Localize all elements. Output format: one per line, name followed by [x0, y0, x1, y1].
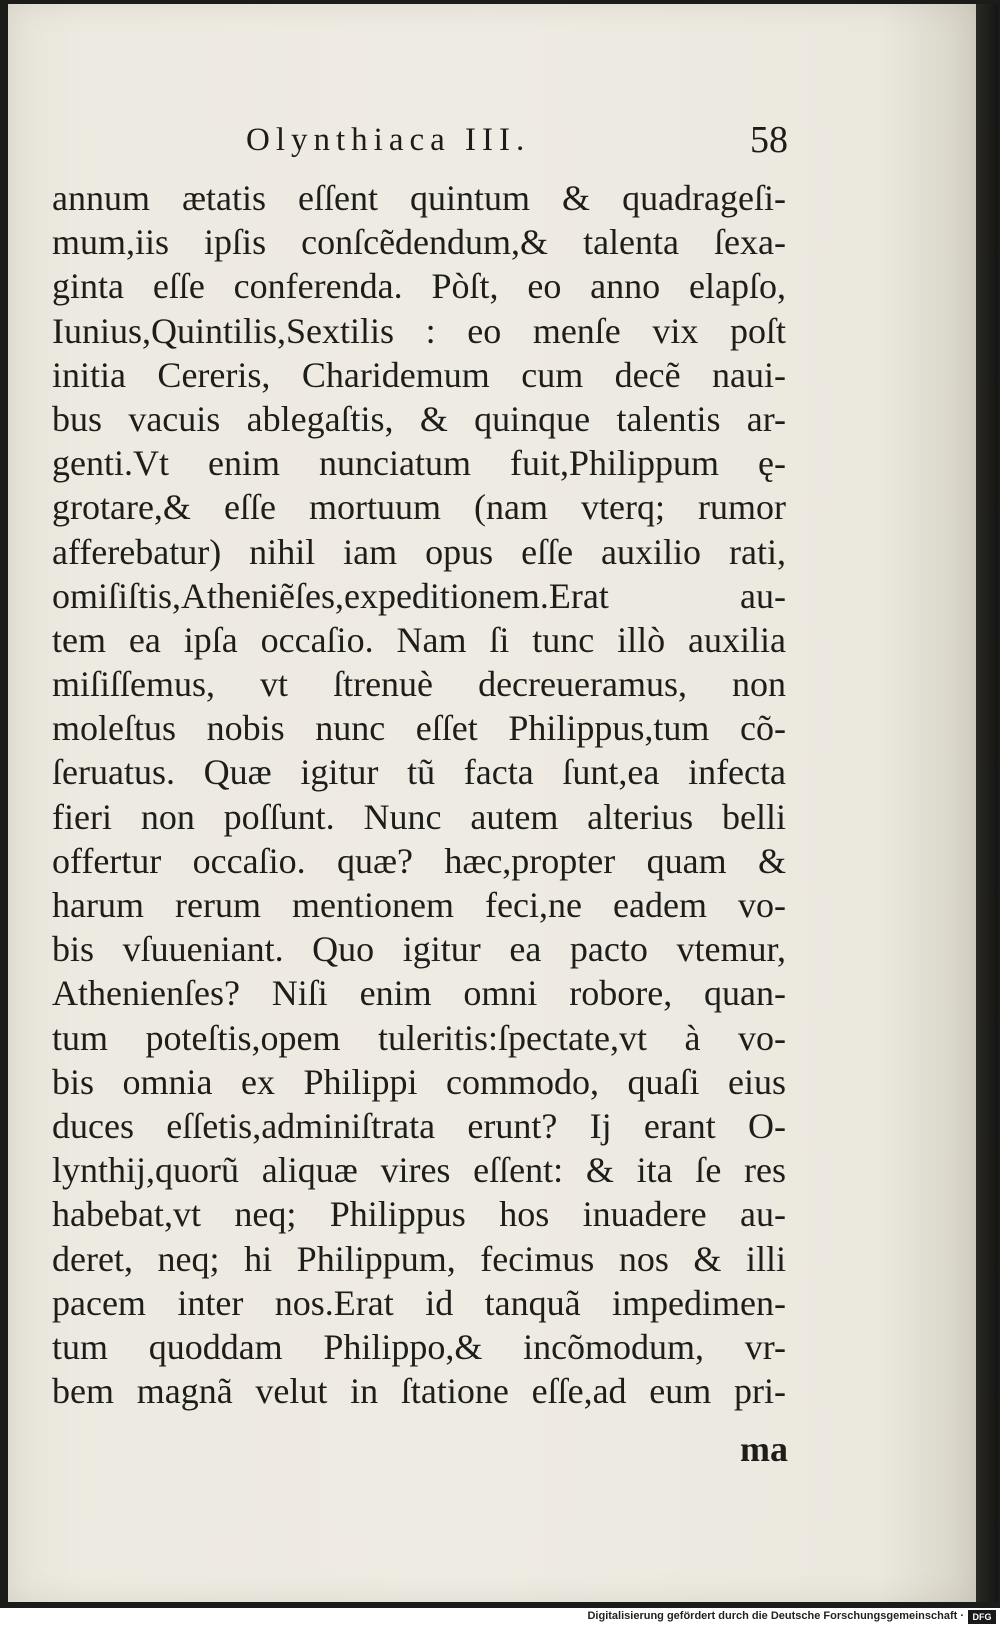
catchword: ma	[740, 1429, 788, 1469]
book-page	[8, 4, 976, 1602]
footer-credit: Digitalisierung gefördert durch die Deutsche Forschungsgemeinschaft ·	[587, 1610, 964, 1622]
body-text	[52, 176, 786, 1413]
text-line: fieri non poſſunt. Nunc autem alterius belli	[52, 796, 786, 837]
text-line: bis vſuueniant. Quo igitur ea pacto vtemur,	[52, 929, 786, 970]
text-line: offertur occaſio. quæ? hæc,propter quam &	[52, 840, 786, 881]
footer-bar	[0, 1608, 1000, 1627]
text-line: habebat,vt neq; Philippus hos inuadere au-	[52, 1194, 786, 1235]
text-line: bus vacuis ablegaſtis, & quinque talentis ar-	[52, 398, 786, 439]
text-line: Iunius,Quintilis,Sextilis : eo menſe vix poſt	[52, 310, 786, 351]
text-line: tem ea ipſa occaſio. Nam ſi tunc illò auxilia	[52, 619, 786, 660]
text-line: afferebatur) nihil iam opus eſſe auxilio rati,	[52, 531, 786, 572]
running-head	[68, 112, 788, 168]
text-line: tum poteſtis,opem tuleritis:ſpectate,vt à vo-	[52, 1017, 786, 1058]
text-line: tum quoddam Philippo,& incõmodum, vr-	[52, 1326, 786, 1367]
text-line: pacem inter nos.Erat id tanquã impedimen-	[52, 1282, 786, 1323]
text-line: moleſtus nobis nunc eſſet Philippus,tum cõ-	[52, 708, 786, 749]
text-line: bem magnã velut in ſtatione eſſe,ad eum pri-	[52, 1371, 786, 1412]
text-line: miſiſſemus, vt ſtrenuè decreueramus, non	[52, 664, 786, 705]
text-line: genti.Vt enim nunciatum fuit,Philippum ę-	[52, 443, 786, 484]
text-line: annum ætatis eſſent quintum & quadrageſi-	[52, 178, 786, 218]
text-line: omiſiſtis,Atheniẽſes,expeditionem.Erat au-	[52, 575, 786, 616]
text-line: lynthij,quorũ aliquæ vires eſſent: & ita ſe res	[52, 1150, 786, 1191]
text-line: ſeruatus. Quæ igitur tũ facta ſunt,ea infecta	[52, 752, 786, 793]
text-line: mum,iis ipſis conſcẽdendum,& talenta ſexa-	[52, 222, 786, 263]
text-line: bis omnia ex Philippi commodo, quaſi eius	[52, 1061, 786, 1102]
text-line: initia Cereris, Charidemum cum decẽ naui-	[52, 354, 786, 395]
text-line: ginta eſſe conferenda. Pòſt, eo anno elapſo,	[52, 266, 786, 307]
text-line: deret, neq; hi Philippum, fecimus nos & illi	[52, 1238, 786, 1279]
dfg-logo-icon: DFG	[968, 1610, 996, 1624]
running-head-title: Olynthiaca III.	[246, 122, 531, 158]
text-line: duces eſſetis,adminiſtrata erunt? Ij erant O-	[52, 1105, 786, 1146]
page-edge	[976, 4, 998, 1602]
page-number: 58	[750, 119, 788, 161]
text-line: Athenienſes? Niſi enim omni robore, quan-	[52, 973, 786, 1014]
text-line: harum rerum mentionem feci,ne eadem vo-	[52, 885, 786, 925]
text-line: grotare,& eſſe mortuum (nam vterq; rumor	[52, 487, 786, 528]
